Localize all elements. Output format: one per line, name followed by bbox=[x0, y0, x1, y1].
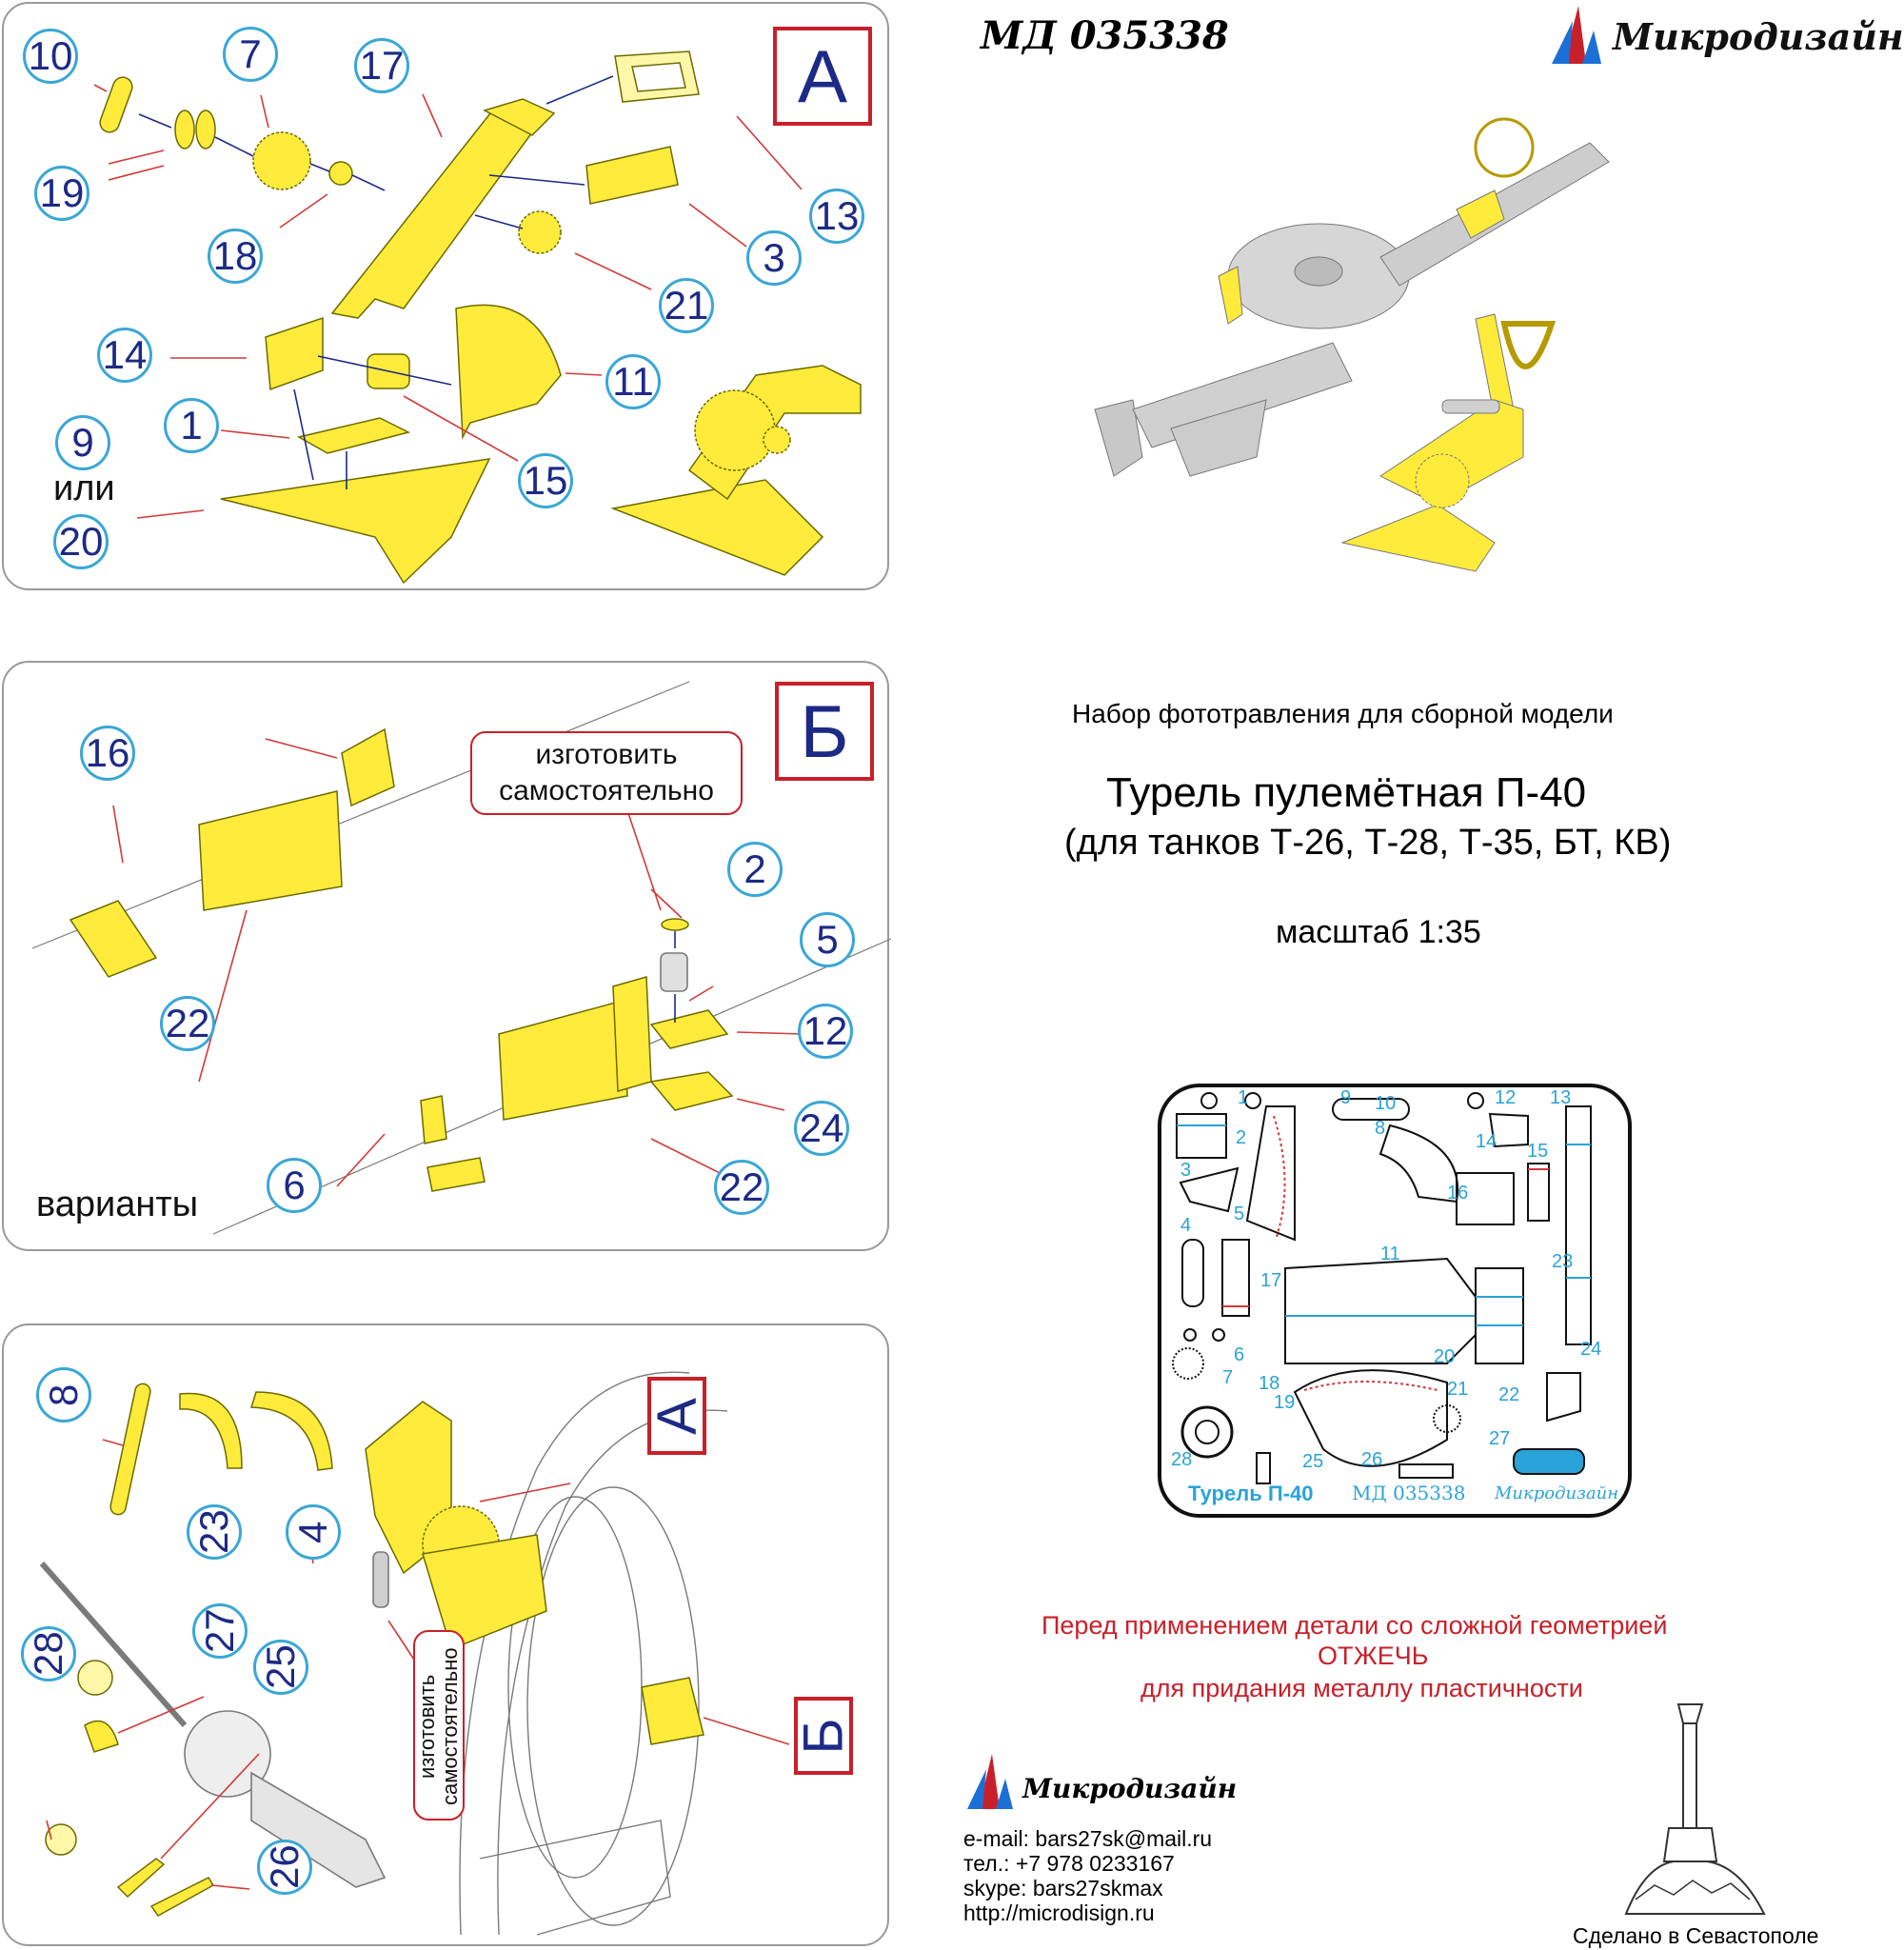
callout-26: 26 bbox=[257, 1840, 312, 1895]
part-24 bbox=[651, 1072, 732, 1110]
fret-name: Турель П-40 bbox=[1188, 1482, 1314, 1505]
fret-no-19a: 19 bbox=[1274, 1392, 1296, 1413]
callout-2: 2 bbox=[727, 842, 783, 897]
callout-3: 3 bbox=[746, 230, 802, 286]
part-28b bbox=[46, 1824, 76, 1855]
callout-5: 5 bbox=[800, 912, 855, 967]
panel-a-letter: А bbox=[773, 27, 872, 126]
fret-no-25: 25 bbox=[1302, 1451, 1324, 1472]
make-yourself-note bbox=[470, 731, 743, 815]
fret-no-28: 28 bbox=[1171, 1449, 1193, 1470]
callout-18: 18 bbox=[208, 229, 263, 284]
fret-no-8: 8 bbox=[1375, 1118, 1386, 1139]
part-27 bbox=[85, 1721, 118, 1753]
product-scale: масштаб 1:35 bbox=[1276, 914, 1481, 950]
contacts-brand: Микродизайн bbox=[1022, 1773, 1238, 1804]
fret-no-17: 17 bbox=[1260, 1270, 1282, 1291]
fret-code: МД 035338 bbox=[1352, 1482, 1466, 1504]
panel-c-vertical-note bbox=[413, 1630, 465, 1821]
part-20 bbox=[221, 459, 489, 583]
fret-no-7: 7 bbox=[1222, 1367, 1234, 1388]
fret-no-11: 11 bbox=[1380, 1244, 1400, 1264]
product-tanks: (для танков Т-26, Т-28, Т-35, БТ, КВ) bbox=[1064, 823, 1672, 863]
part-22-upper bbox=[199, 791, 342, 910]
fret-no-6: 6 bbox=[1234, 1344, 1245, 1365]
part-26b bbox=[151, 1878, 213, 1916]
assembled-sector bbox=[695, 390, 775, 470]
fret-no-13: 13 bbox=[1550, 1087, 1572, 1108]
monument-illustration bbox=[1597, 1695, 1807, 1923]
fret-no-10: 10 bbox=[1375, 1093, 1397, 1114]
callout-9: 9 bbox=[55, 415, 110, 470]
variants-label: варианты bbox=[36, 1184, 199, 1224]
callout-4: 4 bbox=[286, 1504, 341, 1560]
fret-no-26: 26 bbox=[1361, 1449, 1383, 1470]
contact-skype: skype: bars27skmax bbox=[963, 1876, 1163, 1900]
callout-22-lower: 22 bbox=[714, 1160, 769, 1215]
callout-10: 10 bbox=[23, 29, 78, 84]
part-14 bbox=[266, 318, 323, 389]
part-22-lower bbox=[499, 1001, 627, 1120]
panel-b-letter: Б bbox=[775, 682, 874, 781]
callout-1: 1 bbox=[164, 398, 219, 453]
photoetch-fret bbox=[1158, 1084, 1632, 1518]
part-19a bbox=[175, 110, 194, 149]
part-6a bbox=[421, 1096, 446, 1144]
panel-c-vertical-note-text: изготовить самостоятельно bbox=[415, 1647, 462, 1805]
fret-brand: Микродизайн bbox=[1495, 1483, 1619, 1503]
assembled-base bbox=[613, 480, 823, 575]
panel-a bbox=[2, 2, 889, 590]
fret-no-12: 12 bbox=[1495, 1087, 1517, 1108]
callout-16: 16 bbox=[80, 726, 135, 781]
callout-19: 19 bbox=[34, 166, 89, 221]
contact-email[interactable]: e-mail: bars27sk@mail.ru bbox=[963, 1826, 1213, 1851]
part-2 bbox=[662, 919, 688, 930]
part-21 bbox=[519, 211, 561, 253]
callout-21: 21 bbox=[659, 278, 714, 333]
part-4 bbox=[251, 1392, 332, 1470]
warning-line-1: Перед применением детали со сложной геометрией bbox=[1041, 1611, 1668, 1640]
fret-no-22: 22 bbox=[1498, 1384, 1520, 1405]
part-8 bbox=[109, 1383, 152, 1516]
part-7 bbox=[253, 132, 310, 189]
fret-no-9: 9 bbox=[1340, 1087, 1352, 1108]
panel-c-box-b-letter: Б bbox=[792, 1717, 855, 1755]
bushing bbox=[661, 953, 687, 991]
pin bbox=[373, 1552, 388, 1607]
callout-17: 17 bbox=[354, 38, 409, 93]
fret-no-4: 4 bbox=[1180, 1215, 1192, 1236]
part-17 bbox=[332, 109, 532, 318]
part-12 bbox=[651, 1010, 727, 1048]
box-b-part bbox=[642, 1678, 704, 1744]
part-26a bbox=[118, 1859, 164, 1897]
part-16-lower bbox=[70, 901, 156, 977]
part-6b bbox=[427, 1158, 485, 1191]
fret-no-3: 3 bbox=[1180, 1160, 1192, 1181]
product-subtitle: Набор фототравления для сборной модели bbox=[1072, 699, 1614, 728]
callout-20: 20 bbox=[53, 514, 109, 569]
part-3 bbox=[586, 147, 678, 204]
callout-13: 13 bbox=[809, 189, 864, 244]
panel-c-box-b bbox=[794, 1697, 853, 1775]
product-title: Турель пулемётная П-40 bbox=[1106, 769, 1587, 816]
panel-c bbox=[2, 1323, 889, 1946]
contacts-logo bbox=[962, 1750, 1238, 1817]
brand-name: Микродизайн bbox=[1613, 15, 1904, 58]
part-19b bbox=[196, 110, 215, 149]
fret-no-20: 20 bbox=[1434, 1346, 1456, 1367]
fret-no-2: 2 bbox=[1236, 1127, 1247, 1148]
fret-no-21: 21 bbox=[1447, 1379, 1469, 1400]
part-16-upper bbox=[342, 729, 394, 806]
contact-website[interactable]: http://microdisign.ru bbox=[963, 1900, 1155, 1925]
part-11 bbox=[456, 305, 561, 437]
warning-line-3: для придания металлу пластичности bbox=[1140, 1674, 1583, 1702]
made-in-label: Сделано в Севастополе bbox=[1573, 1923, 1819, 1948]
part-22-upright bbox=[613, 977, 651, 1091]
callout-28: 28 bbox=[21, 1626, 76, 1681]
note-line-2: самостоятельно bbox=[499, 775, 714, 806]
panel-c-box-a-letter: А bbox=[645, 1397, 708, 1435]
fret-no-18: 18 bbox=[1259, 1373, 1280, 1394]
fret-no-5: 5 bbox=[1234, 1204, 1245, 1224]
fret-no-24: 24 bbox=[1580, 1339, 1602, 1360]
fret-no-27: 27 bbox=[1489, 1428, 1511, 1449]
callout-11: 11 bbox=[605, 354, 661, 409]
assembled-gear bbox=[764, 427, 790, 453]
panel-b bbox=[2, 661, 889, 1251]
callout-6: 6 bbox=[267, 1158, 322, 1213]
fret-no-15: 15 bbox=[1527, 1141, 1549, 1162]
or-label: или bbox=[53, 468, 115, 508]
fret-no-14: 14 bbox=[1476, 1131, 1497, 1152]
contacts-sail-icon bbox=[962, 1750, 1019, 1813]
brand-sail-icon bbox=[1544, 2, 1611, 69]
note-line-1: изготовить bbox=[535, 739, 678, 770]
fret-parts bbox=[1161, 1087, 1628, 1514]
part-10 bbox=[97, 74, 134, 134]
panel-a-drawing bbox=[4, 4, 891, 592]
brand-logo bbox=[1544, 2, 1904, 69]
callout-8: 8 bbox=[36, 1367, 91, 1423]
part-13-inner bbox=[632, 63, 685, 91]
callout-14: 14 bbox=[97, 328, 152, 383]
contact-phone: тел.: +7 978 0233167 bbox=[963, 1851, 1175, 1876]
fret-no-1: 1 bbox=[1238, 1087, 1249, 1108]
callout-25: 25 bbox=[253, 1640, 308, 1695]
part-23 bbox=[180, 1393, 242, 1468]
part-28a bbox=[78, 1661, 112, 1695]
callout-15: 15 bbox=[518, 453, 573, 508]
callout-23: 23 bbox=[187, 1504, 242, 1560]
part-1 bbox=[299, 418, 408, 453]
panel-c-box-a bbox=[647, 1377, 706, 1455]
callout-27: 27 bbox=[192, 1603, 248, 1659]
warning-line-2: ОТЖЕЧЬ bbox=[1318, 1642, 1429, 1670]
fret-no-16: 16 bbox=[1447, 1183, 1469, 1204]
part-18 bbox=[329, 162, 352, 185]
product-code: МД 035338 bbox=[981, 13, 1229, 58]
fret-no-23: 23 bbox=[1552, 1251, 1574, 1272]
callout-12: 12 bbox=[798, 1004, 853, 1059]
gun-illustration bbox=[1095, 95, 1656, 590]
callout-24: 24 bbox=[794, 1101, 849, 1156]
callout-7: 7 bbox=[223, 27, 278, 82]
callout-22-upper: 22 bbox=[160, 996, 215, 1051]
